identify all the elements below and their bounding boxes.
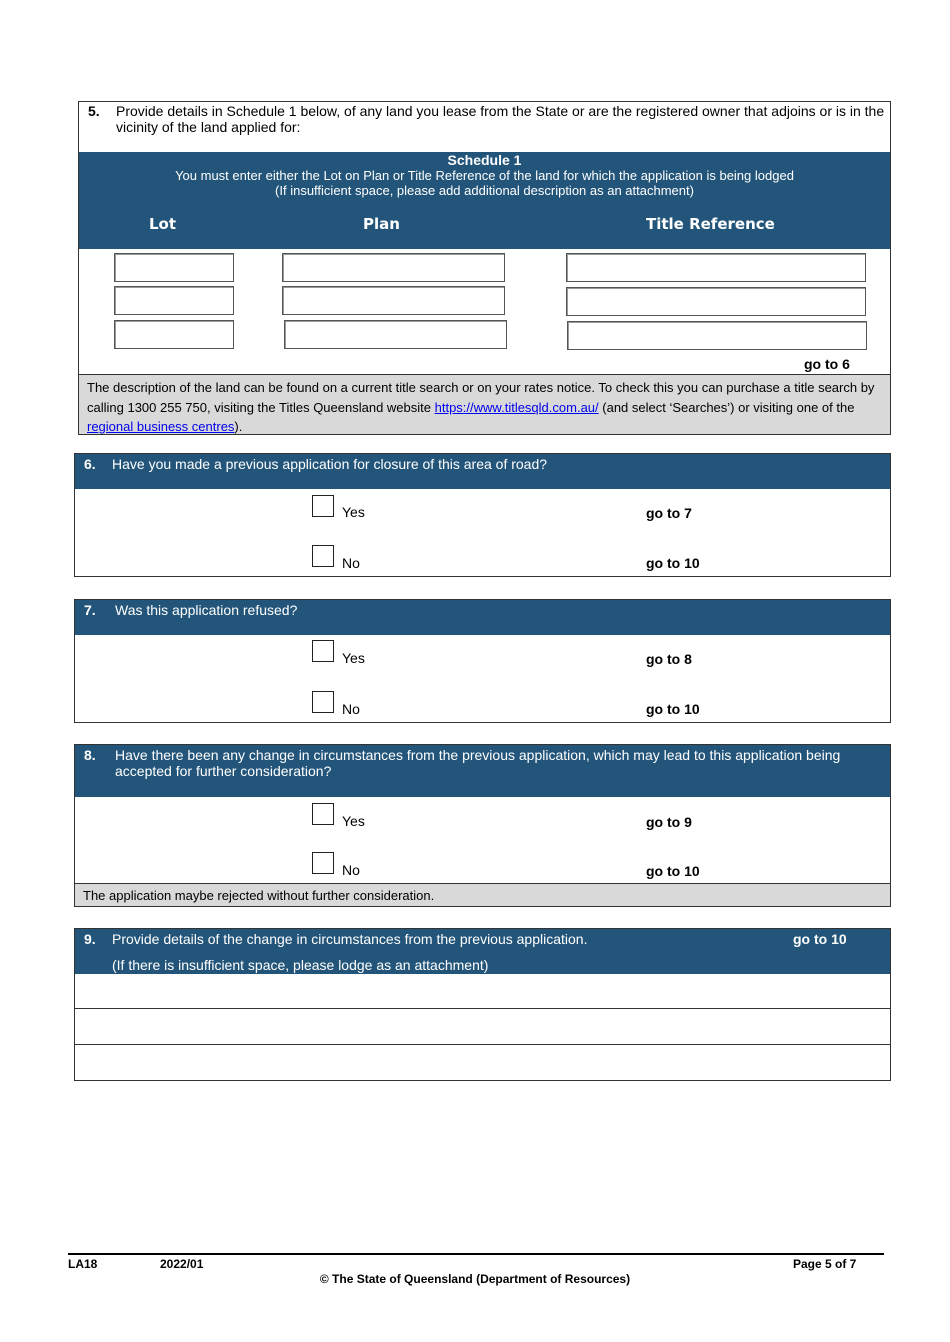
lot-field-2[interactable] xyxy=(114,286,234,315)
q9-answer-line-1[interactable] xyxy=(75,974,890,1009)
q6-yes-checkbox[interactable] xyxy=(312,495,334,517)
info-note-text-mid: (and select ‘Searches’) or visiting one of the xyxy=(602,399,855,415)
schedule-1-header xyxy=(79,152,890,249)
q8-yes-goto: go to 9 xyxy=(646,814,692,830)
q6-yes-label: Yes xyxy=(342,504,365,520)
q8-note xyxy=(75,883,890,906)
q5-question: Provide details in Schedule 1 below, of any land you lease from the State or are the registered owner that adjoins or is in the vicinity of the land applied for: xyxy=(116,103,885,135)
plan-field-3[interactable] xyxy=(284,320,507,349)
footer-form-code: LA18 xyxy=(68,1257,98,1271)
q6-number: 6. xyxy=(84,456,96,472)
q8-yes-label: Yes xyxy=(342,813,365,829)
title-reference-field-1[interactable] xyxy=(566,253,866,282)
footer-version: 2022/01 xyxy=(160,1257,204,1271)
q7-no-goto: go to 10 xyxy=(646,701,700,717)
q6-no-goto: go to 10 xyxy=(646,555,700,571)
q6-header xyxy=(75,454,890,489)
col-lot-header: Lot xyxy=(149,215,177,233)
q8-no-label: No xyxy=(342,862,360,878)
q8-note-text: The application maybe rejected without further consideration. xyxy=(83,888,435,903)
footer-page-number: Page 5 of 7 xyxy=(793,1257,857,1271)
q8-yes-checkbox[interactable] xyxy=(312,803,334,825)
q9-answer-line-2[interactable] xyxy=(75,1009,890,1045)
info-note-text-end: ). xyxy=(234,419,243,434)
schedule-instruction: You must enter either the Lot on Plan or Title Reference of the land for which the application is being lodged xyxy=(175,168,794,183)
q7-number: 7. xyxy=(84,602,96,618)
q9-subtext: (If there is insufficient space, please lodge as an attachment) xyxy=(112,957,489,973)
info-note-text: The description of the land can be found on a current title search or on your rates notice. To check this you can purchase a title search by calling 1300 255 750, visiting the Titles Queensland website xyxy=(87,380,875,415)
footer-copyright: © The State of Queensland (Department of Resources) xyxy=(319,1272,631,1286)
schedule-title: Schedule 1 xyxy=(447,152,522,168)
q7-yes-checkbox[interactable] xyxy=(312,640,334,662)
q5-info-note xyxy=(79,374,890,434)
q9-number: 9. xyxy=(84,931,96,947)
plan-field-1[interactable] xyxy=(282,253,505,282)
q9-header xyxy=(75,929,890,974)
lot-field-3[interactable] xyxy=(114,320,234,349)
regional-business-centres-link[interactable]: regional business centres xyxy=(87,419,235,434)
q6-yes-goto: go to 7 xyxy=(646,505,692,521)
title-reference-field-2[interactable] xyxy=(566,287,866,316)
footer-rule xyxy=(68,1253,884,1255)
q9-answer-line-3[interactable] xyxy=(75,1045,890,1080)
q6-no-checkbox[interactable] xyxy=(312,545,334,567)
q7-question: Was this application refused? xyxy=(115,602,298,618)
col-title-reference-header: Title Reference xyxy=(646,215,775,233)
q6-question: Have you made a previous application for closure of this area of road? xyxy=(112,456,548,472)
q7-no-checkbox[interactable] xyxy=(312,691,334,713)
lot-field-1[interactable] xyxy=(114,253,234,282)
plan-field-2[interactable] xyxy=(282,286,505,315)
title-reference-field-3[interactable] xyxy=(567,321,867,350)
q8-header xyxy=(75,745,890,797)
q9-goto: go to 10 xyxy=(793,931,847,947)
q9-question: Provide details of the change in circumstances from the previous application. xyxy=(112,931,588,947)
q8-question: Have there been any change in circumstances from the previous application, which may lead to this application being accepted for further consideration? xyxy=(115,747,841,779)
q5-number: 5. xyxy=(88,103,100,119)
col-plan-header: Plan xyxy=(363,215,400,233)
q8-no-checkbox[interactable] xyxy=(312,852,334,874)
q8-number: 8. xyxy=(84,747,96,763)
schedule-note: (If insufficient space, please add additional description as an attachment) xyxy=(275,183,694,198)
q7-yes-label: Yes xyxy=(342,650,365,666)
q7-yes-goto: go to 8 xyxy=(646,651,692,667)
titles-queensland-link[interactable]: https://www.titlesqld.com.au/ xyxy=(434,399,599,415)
q7-no-label: No xyxy=(342,701,360,717)
q6-no-label: No xyxy=(342,555,360,571)
q8-no-goto: go to 10 xyxy=(646,863,700,879)
q5-goto: go to 6 xyxy=(804,356,850,372)
q7-header xyxy=(75,600,890,635)
